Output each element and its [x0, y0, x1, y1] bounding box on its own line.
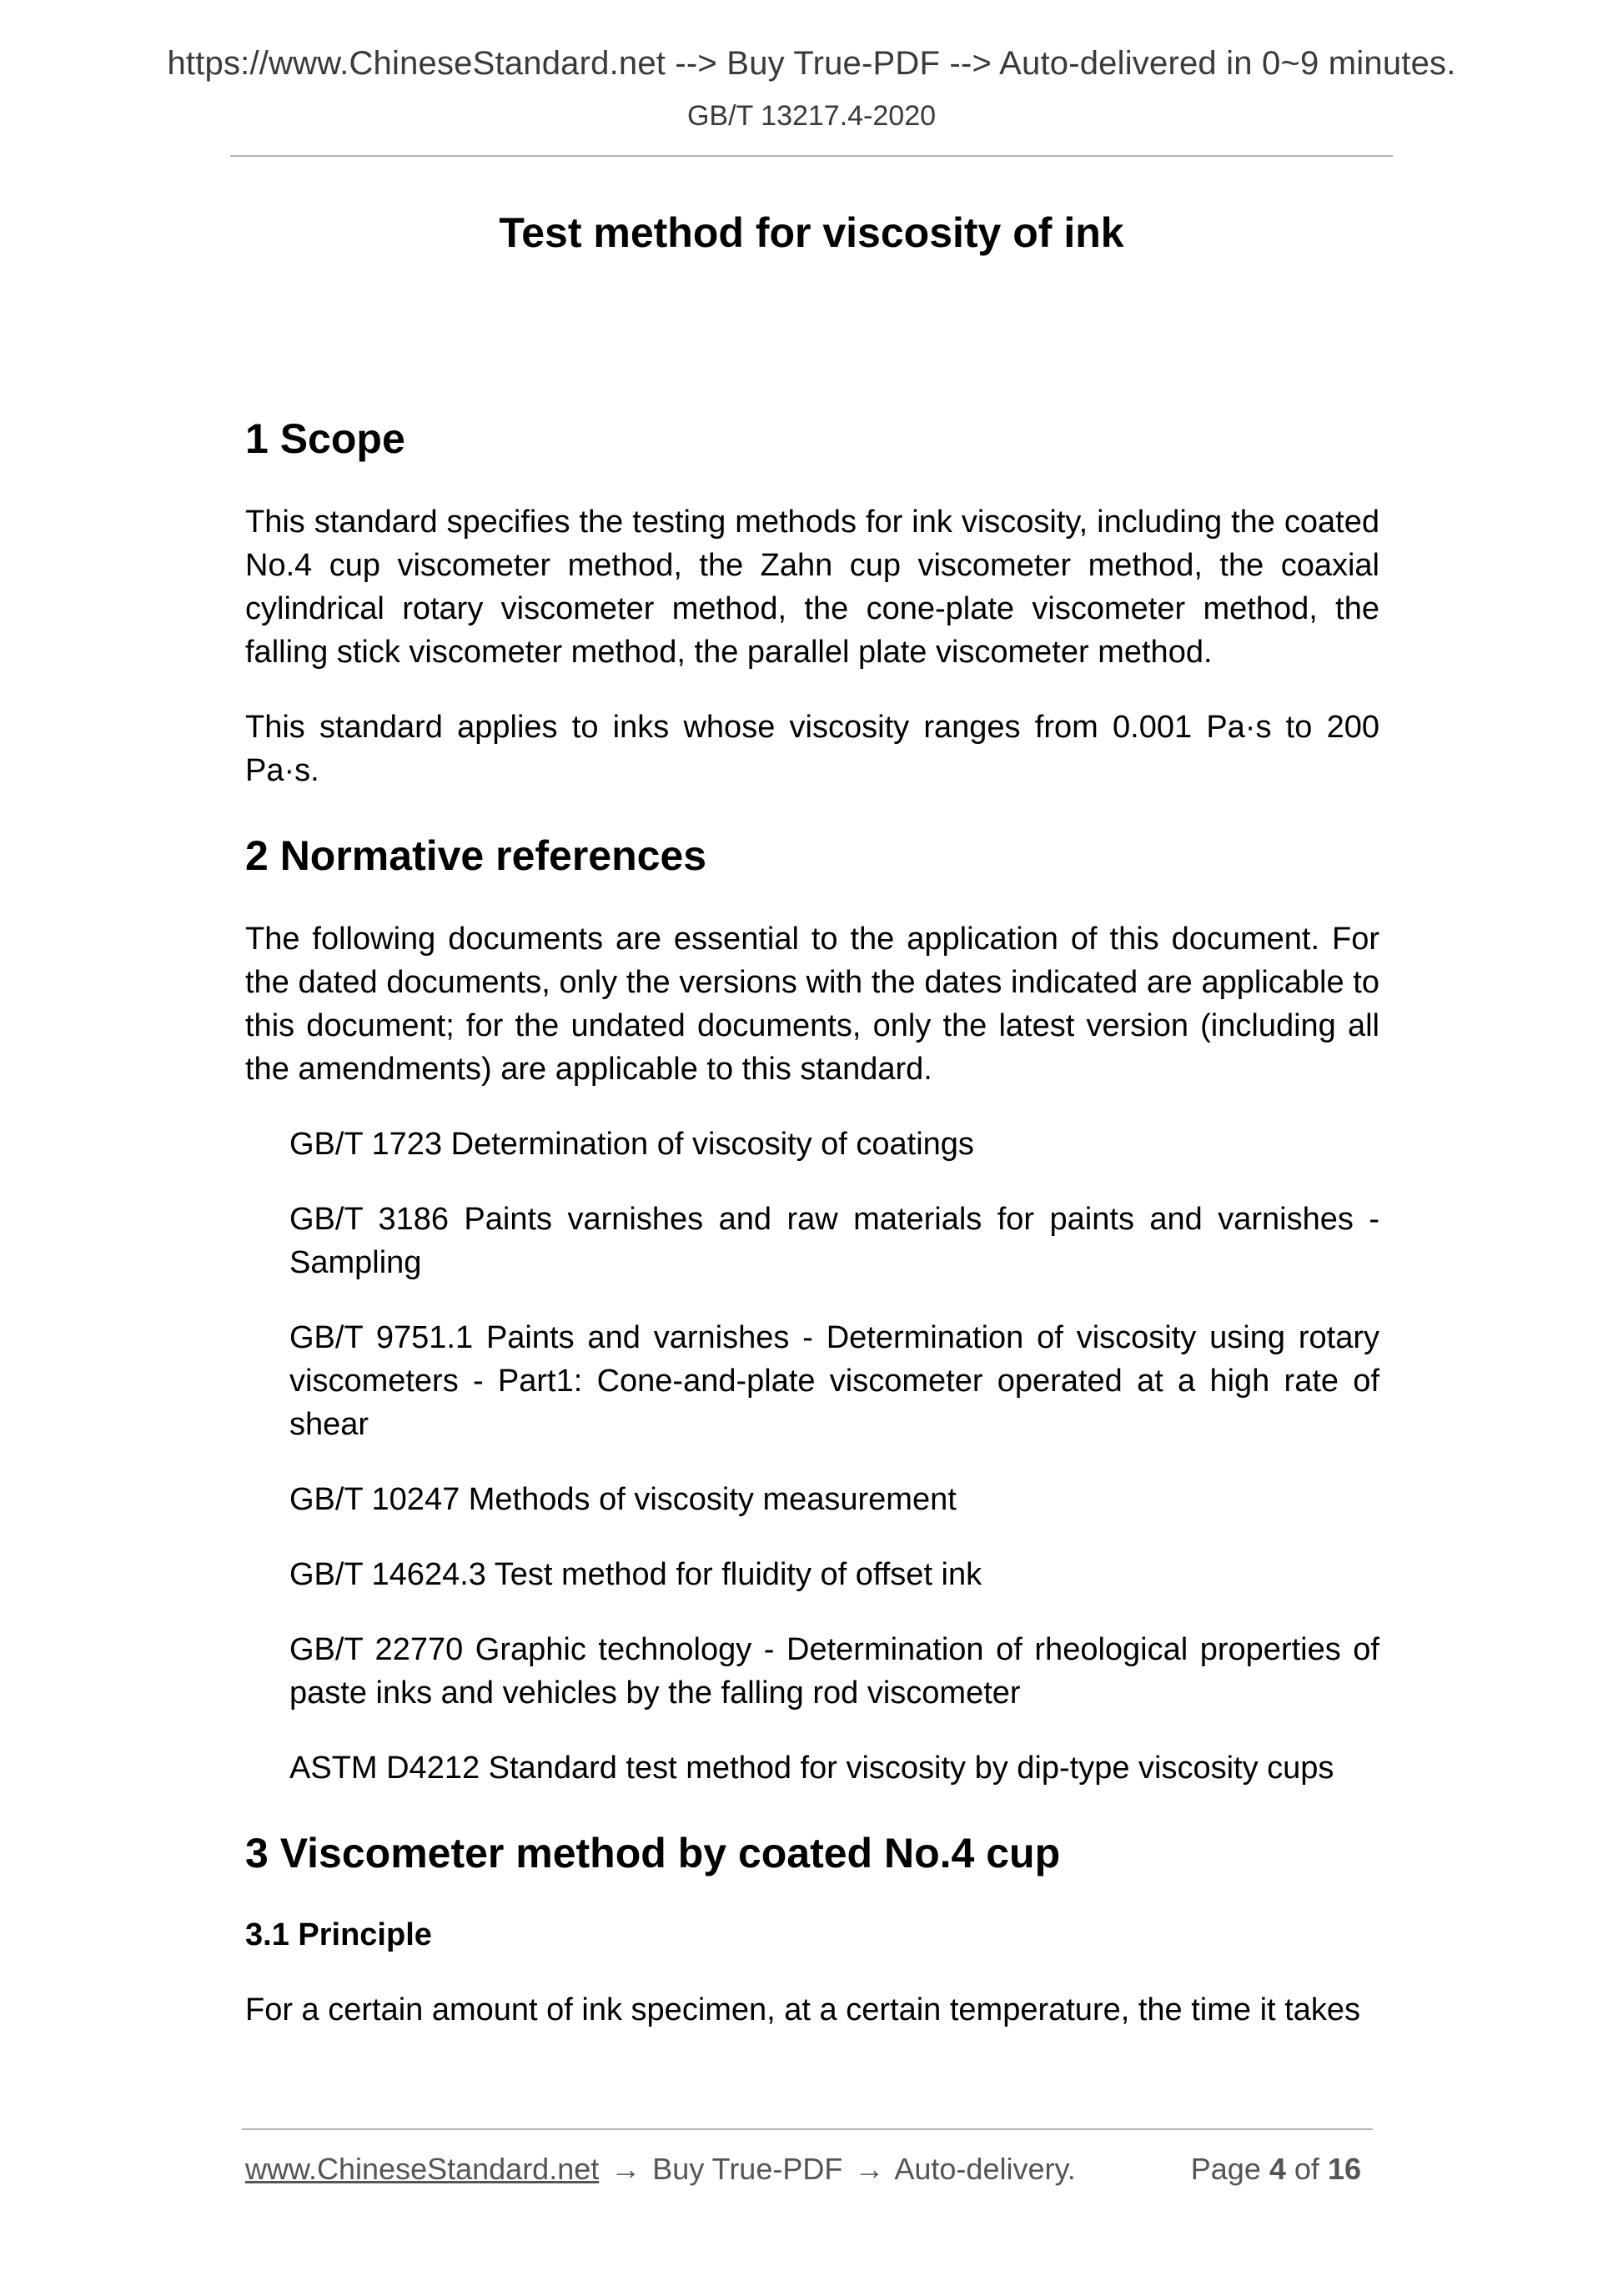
header-url-banner: https://www.ChineseStandard.net --> Buy True-PDF --> Auto-delivered in 0~9 minutes. [167, 45, 1456, 82]
reference-item: GB/T 14624.3 Test method for fluidity of offset ink [289, 1557, 982, 1592]
page-indicator [1191, 2152, 1361, 2187]
reference-item: GB/T 9751.1 Paints and varnishes - Determination of viscosity using rotary viscometers - Part1: Cone-and-plate viscometer operated at a high rate of shear [289, 1320, 1379, 1442]
subsection-heading-principle: 3.1 Principle [245, 1917, 432, 1952]
reference-item: GB/T 3186 Paints varnishes and raw materials for paints and varnishes - Sampling [289, 1202, 1379, 1280]
scope-paragraph: This standard specifies the testing methods for ink viscosity, including the coated No.4 cup viscometer method, the Zahn cup viscometer method, the coaxial cylindrical rotary viscometer method, the cone-plate viscometer method, the falling stick viscometer method, the parallel plate viscometer method. [245, 505, 1379, 670]
footer-site-link[interactable]: www.ChineseStandard.net [245, 2152, 600, 2186]
section-heading-method-3: 3 Viscometer method by coated No.4 cup [245, 1830, 1061, 1876]
section-heading-normative-references: 2 Normative references [245, 832, 707, 879]
reference-item: GB/T 10247 Methods of viscosity measurement [289, 1482, 957, 1517]
standard-code: GB/T 13217.4-2020 [686, 100, 937, 132]
arrow-right-icon: → [611, 2152, 641, 2186]
document-body [245, 409, 1379, 2032]
header-divider [230, 155, 1393, 157]
page-number: 4 [1269, 2152, 1286, 2186]
document-title: Test method for viscosity of ink [499, 209, 1124, 256]
page-total: 16 [1327, 2152, 1361, 2186]
section-heading-scope: 1 Scope [245, 415, 405, 462]
page-of-label: of [1294, 2152, 1319, 2186]
principle-paragraph: For a certain amount of ink specimen, at a certain temperature, the time it takes [245, 1992, 1360, 2027]
page-label: Page [1190, 2152, 1261, 2186]
reference-item: GB/T 1723 Determination of viscosity of coatings [289, 1127, 974, 1162]
arrow-right-icon: → [854, 2152, 885, 2186]
footer-buy-text: Buy True-PDF [652, 2152, 843, 2186]
footer-delivery-text: Auto-delivery. [894, 2152, 1076, 2186]
page-footer [245, 2152, 1376, 2187]
footer-divider [242, 2128, 1373, 2130]
reference-item: ASTM D4212 Standard test method for viscosity by dip-type viscosity cups [289, 1751, 1334, 1786]
scope-applicability-paragraph: This standard applies to inks whose viscosity ranges from 0.001 Pa·s to 200 Pa·s. [245, 710, 1379, 788]
reference-item: GB/T 22770 Graphic technology - Determination of rheological properties of paste inks and vehicles by the falling rod viscometer [289, 1632, 1379, 1711]
normative-intro-paragraph: The following documents are essential to the application of this document. For the dated documents, only the versions with the dates indicated are applicable to this document; for the undated documents, only the latest version (including all the amendments) are applicable to this standard. [245, 922, 1379, 1087]
